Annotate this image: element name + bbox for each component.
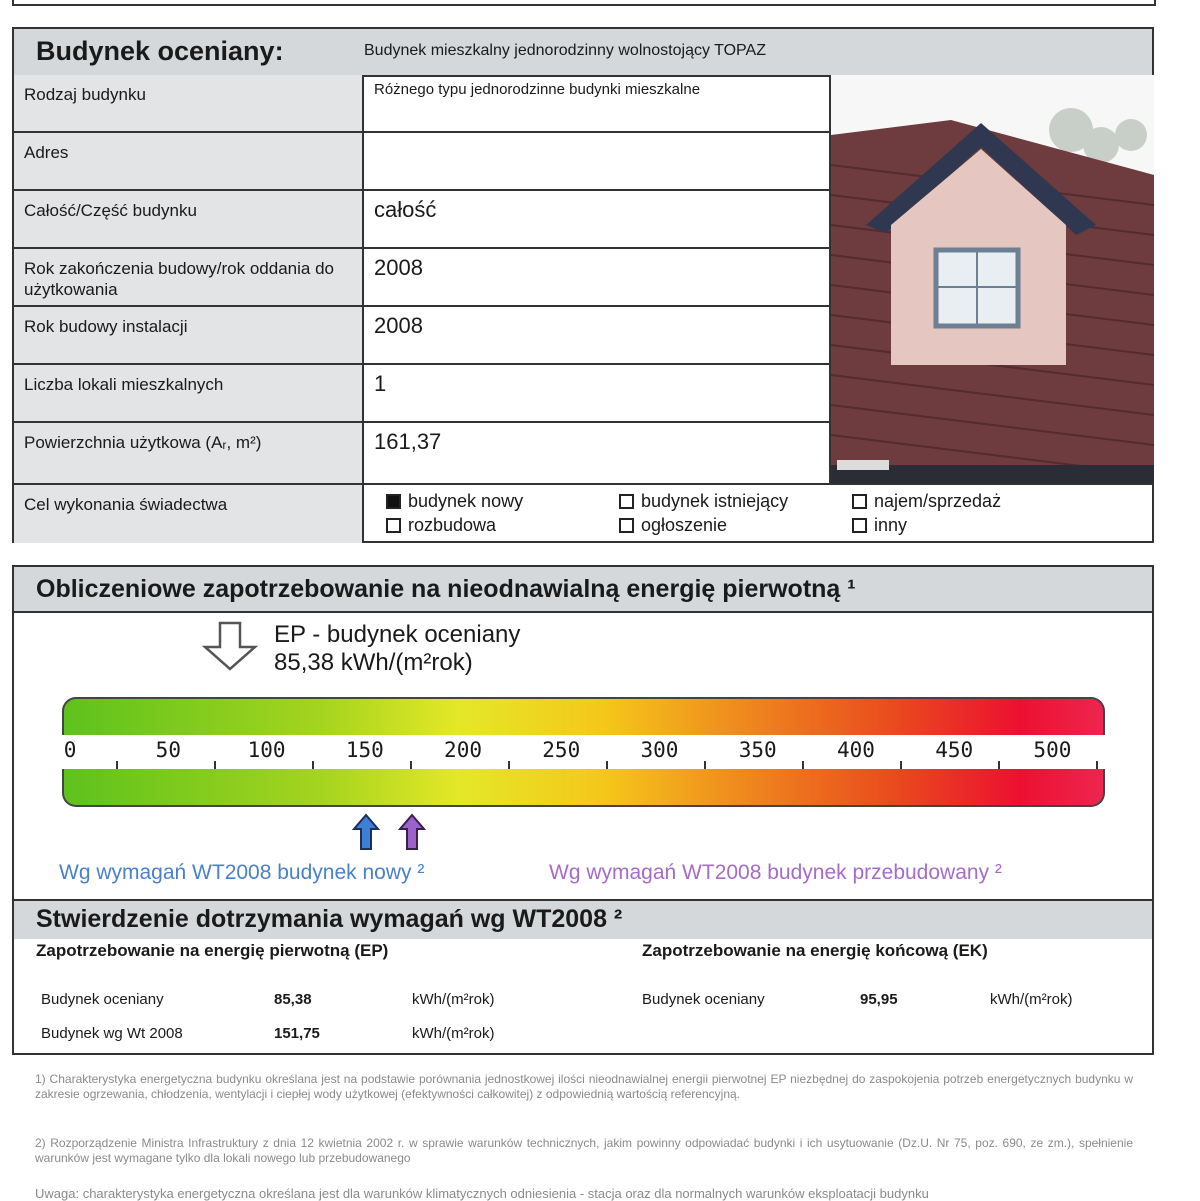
ek-row-unit: kWh/(m²rok) [990,991,1073,1008]
ek-row-label: Budynek oceniany [642,991,765,1008]
down-arrow-icon [202,621,258,671]
row-label: Rok budowy instalacji [14,307,364,363]
purpose-row [14,483,1152,543]
ep-row-label: Budynek oceniany [41,991,164,1008]
scale-minor-ticks [67,757,1101,769]
scale-tick-label: 450 [935,738,974,762]
row-label: Powierzchnia użytkowa (Aᵣ, m²) [14,423,364,483]
option-advertisement[interactable]: ogłoszenie [619,515,727,536]
row-value: 161,37 [374,429,442,454]
ep-row-value: 151,75 [274,1025,320,1042]
scale-tick-label: 300 [640,738,679,762]
scale-tick-label: 350 [738,738,777,762]
ep-value: 85,38 kWh/(m²rok) [274,649,473,676]
scale-tick-label: 400 [836,738,875,762]
row-label: Adres [14,133,364,189]
row-value: 2008 [374,255,423,280]
row-value: 1 [374,371,387,396]
energy-scale-bar-top [62,697,1105,735]
scale-tick-label: 200 [444,738,482,762]
row-dwellings [14,365,829,423]
scale-tick-label: 50 [155,738,181,762]
ek-subtitle: Zapotrzebowanie na energię końcową (EK) [642,941,988,960]
ep-row-value: 85,38 [274,991,312,1008]
ep-label: EP - budynek oceniany [274,621,521,648]
scale-tick-label: 100 [247,738,286,762]
ep-annotation [274,621,520,677]
energy-title: Obliczeniowe zapotrzebowanie na nieodnawialną energię pierwotną ¹ [36,575,856,603]
checkbox[interactable] [852,518,867,533]
requirement-new-label: Wg wymagań WT2008 budynek nowy ² [59,861,425,884]
energy-section [12,565,1154,1055]
footnote-1: 1) Charakterystyka energetyczna budynku określana jest na podstawie porównania jednostkowej ilości nieodnawialnej energii pierwotnej EP niezbędnej do zaspokojenia potrzeb energetycznych budynku w zakresie ogrzewania, chłodzenia, wentylacji i ciepłej wody użytkowej (efektywności całkowitej) z odpowiednią wartością referencyjną. [35,1072,1133,1101]
ep-row-unit: kWh/(m²rok) [412,1025,495,1042]
footnote-3: Uwaga: charakterystyka energetyczna określana jest dla warunków klimatycznych odniesienia - stacja oraz dla normalnych warunków eksploatacji budynku [35,1186,929,1201]
compliance-title: Stwierdzenie dotrzymania wymagań wg WT2008 ² [36,905,623,933]
row-whole-part [14,191,829,249]
checkbox[interactable] [852,494,867,509]
ep-subtitle: Zapotrzebowanie na energię pierwotną (EP) [36,941,389,960]
building-title: Budynek oceniany: [36,36,284,66]
row-value: całość [374,197,437,222]
top-border [12,0,1156,6]
row-completion-year [14,249,829,307]
row-building-type [14,75,829,133]
building-photo [829,75,1154,483]
row-label: Całość/Część budynku [14,191,364,247]
row-floor-area [14,423,829,483]
footnote-2: 2) Rozporządzenie Ministra Infrastruktury z dnia 12 kwietnia 2002 r. w sprawie warunków technicznych, jakim powinny odpowiadać budynki i ich usytuowanie (Dz.U. Nr 75, poz. 690, ze zm.), spełnienie warunków jest wymagane tylko dla lokali nowego lub przebudowanego [35,1136,1133,1165]
option-extension[interactable]: rozbudowa [386,515,496,536]
arrow-new-building-icon [352,813,380,851]
purpose-label: Cel wykonania świadectwa [14,485,364,543]
row-installation-year [14,307,829,365]
checkbox[interactable] [386,518,401,533]
energy-scale [63,735,1101,769]
scale-tick-label: 150 [345,738,384,762]
scale-tick-label: 0 [63,738,77,762]
option-existing-building[interactable]: budynek istniejący [619,491,788,512]
building-section [12,27,1154,543]
building-header [14,29,1152,77]
row-label: Liczba lokali mieszkalnych [14,365,364,421]
row-label: Rodzaj budynku [14,75,364,131]
checkbox[interactable] [619,518,634,533]
option-new-building[interactable]: budynek nowy [386,491,523,512]
row-address [14,133,829,191]
ep-row-label: Budynek wg Wt 2008 [41,1025,183,1042]
option-other[interactable]: inny [852,515,907,536]
option-rent-sale[interactable]: najem/sprzedaż [852,491,1001,512]
scale-tick-label: 250 [542,738,581,762]
ek-row-value: 95,95 [860,991,898,1008]
checkbox-checked[interactable] [386,494,401,509]
compliance-header [14,899,1152,939]
row-value: 2008 [374,313,423,338]
energy-scale-bar-bottom [62,769,1105,807]
arrow-rebuilt-building-icon [398,813,426,851]
row-label: Rok zakończenia budowy/rok oddania do użytkowania [14,249,364,305]
building-name: Budynek mieszkalny jednorodzinny wolnostojący TOPAZ [364,42,766,59]
row-value: Różnego typu jednorodzinne budynki mieszkalne [374,81,701,98]
ep-row-unit: kWh/(m²rok) [412,991,495,1008]
requirement-rebuilt-label: Wg wymagań WT2008 budynek przebudowany ² [549,861,1002,884]
energy-header [14,567,1152,613]
scale-tick-label: 500 [1033,738,1072,762]
checkbox[interactable] [619,494,634,509]
